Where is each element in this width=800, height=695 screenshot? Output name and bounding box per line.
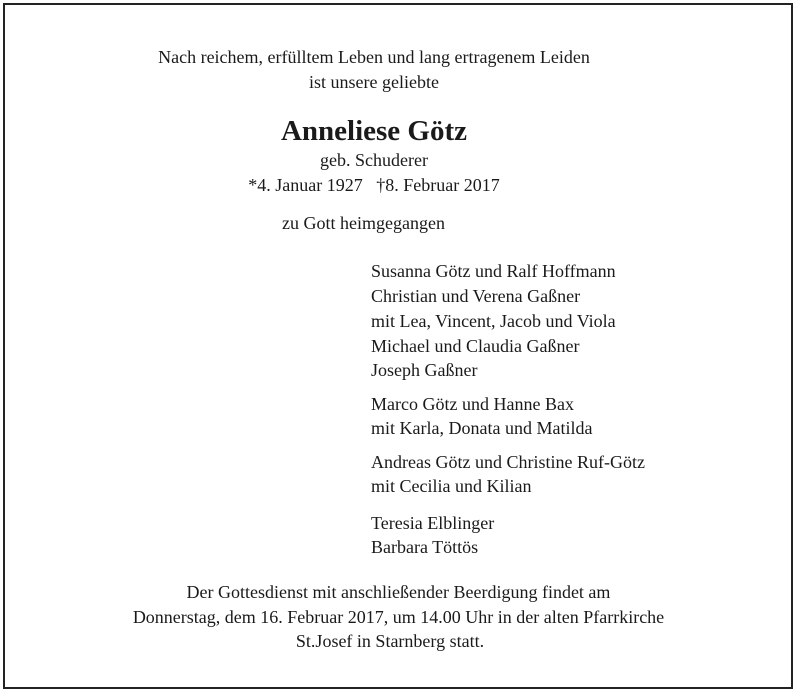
life-dates: *4. Januar 1927 †8. Februar 2017 (248, 175, 500, 195)
service-line-3: St.Josef in Starnberg statt. (295, 631, 485, 651)
mourner-line: Teresia Elblinger (371, 513, 495, 533)
maiden-name: geb. Schuderer (320, 150, 428, 170)
mourner-line: Andreas Götz und Christine Ruf-Götz (371, 452, 645, 472)
service-line-1: Der Gottesdienst mit anschließender Beerdigung findet am (186, 582, 611, 602)
mourner-line: Barbara Töttös (371, 537, 479, 557)
mourner-line: mit Cecilia und Kilian (371, 476, 532, 496)
mourner-line: mit Lea, Vincent, Jacob und Viola (371, 311, 616, 331)
mourner-line: mit Karla, Donata und Matilda (371, 418, 593, 438)
passing-phrase: zu Gott heimgegangen (282, 213, 445, 233)
deceased-name: Anneliese Götz (280, 115, 468, 147)
mourner-line: Susanna Götz und Ralf Hoffmann (371, 261, 616, 281)
mourner-line: Michael und Claudia Gaßner (371, 336, 580, 356)
intro-line-2: ist unsere geliebte (309, 72, 439, 92)
mourner-line: Marco Götz und Hanne Bax (371, 394, 574, 414)
intro-line-1: Nach reichem, erfülltem Leben und lang ertragenem Leiden (158, 47, 590, 67)
mourner-line: Christian und Verena Gaßner (371, 286, 581, 306)
mourner-line: Joseph Gaßner (371, 360, 478, 380)
service-line-2: Donnerstag, dem 16. Februar 2017, um 14.00 Uhr in der alten Pfarrkirche (132, 607, 665, 627)
